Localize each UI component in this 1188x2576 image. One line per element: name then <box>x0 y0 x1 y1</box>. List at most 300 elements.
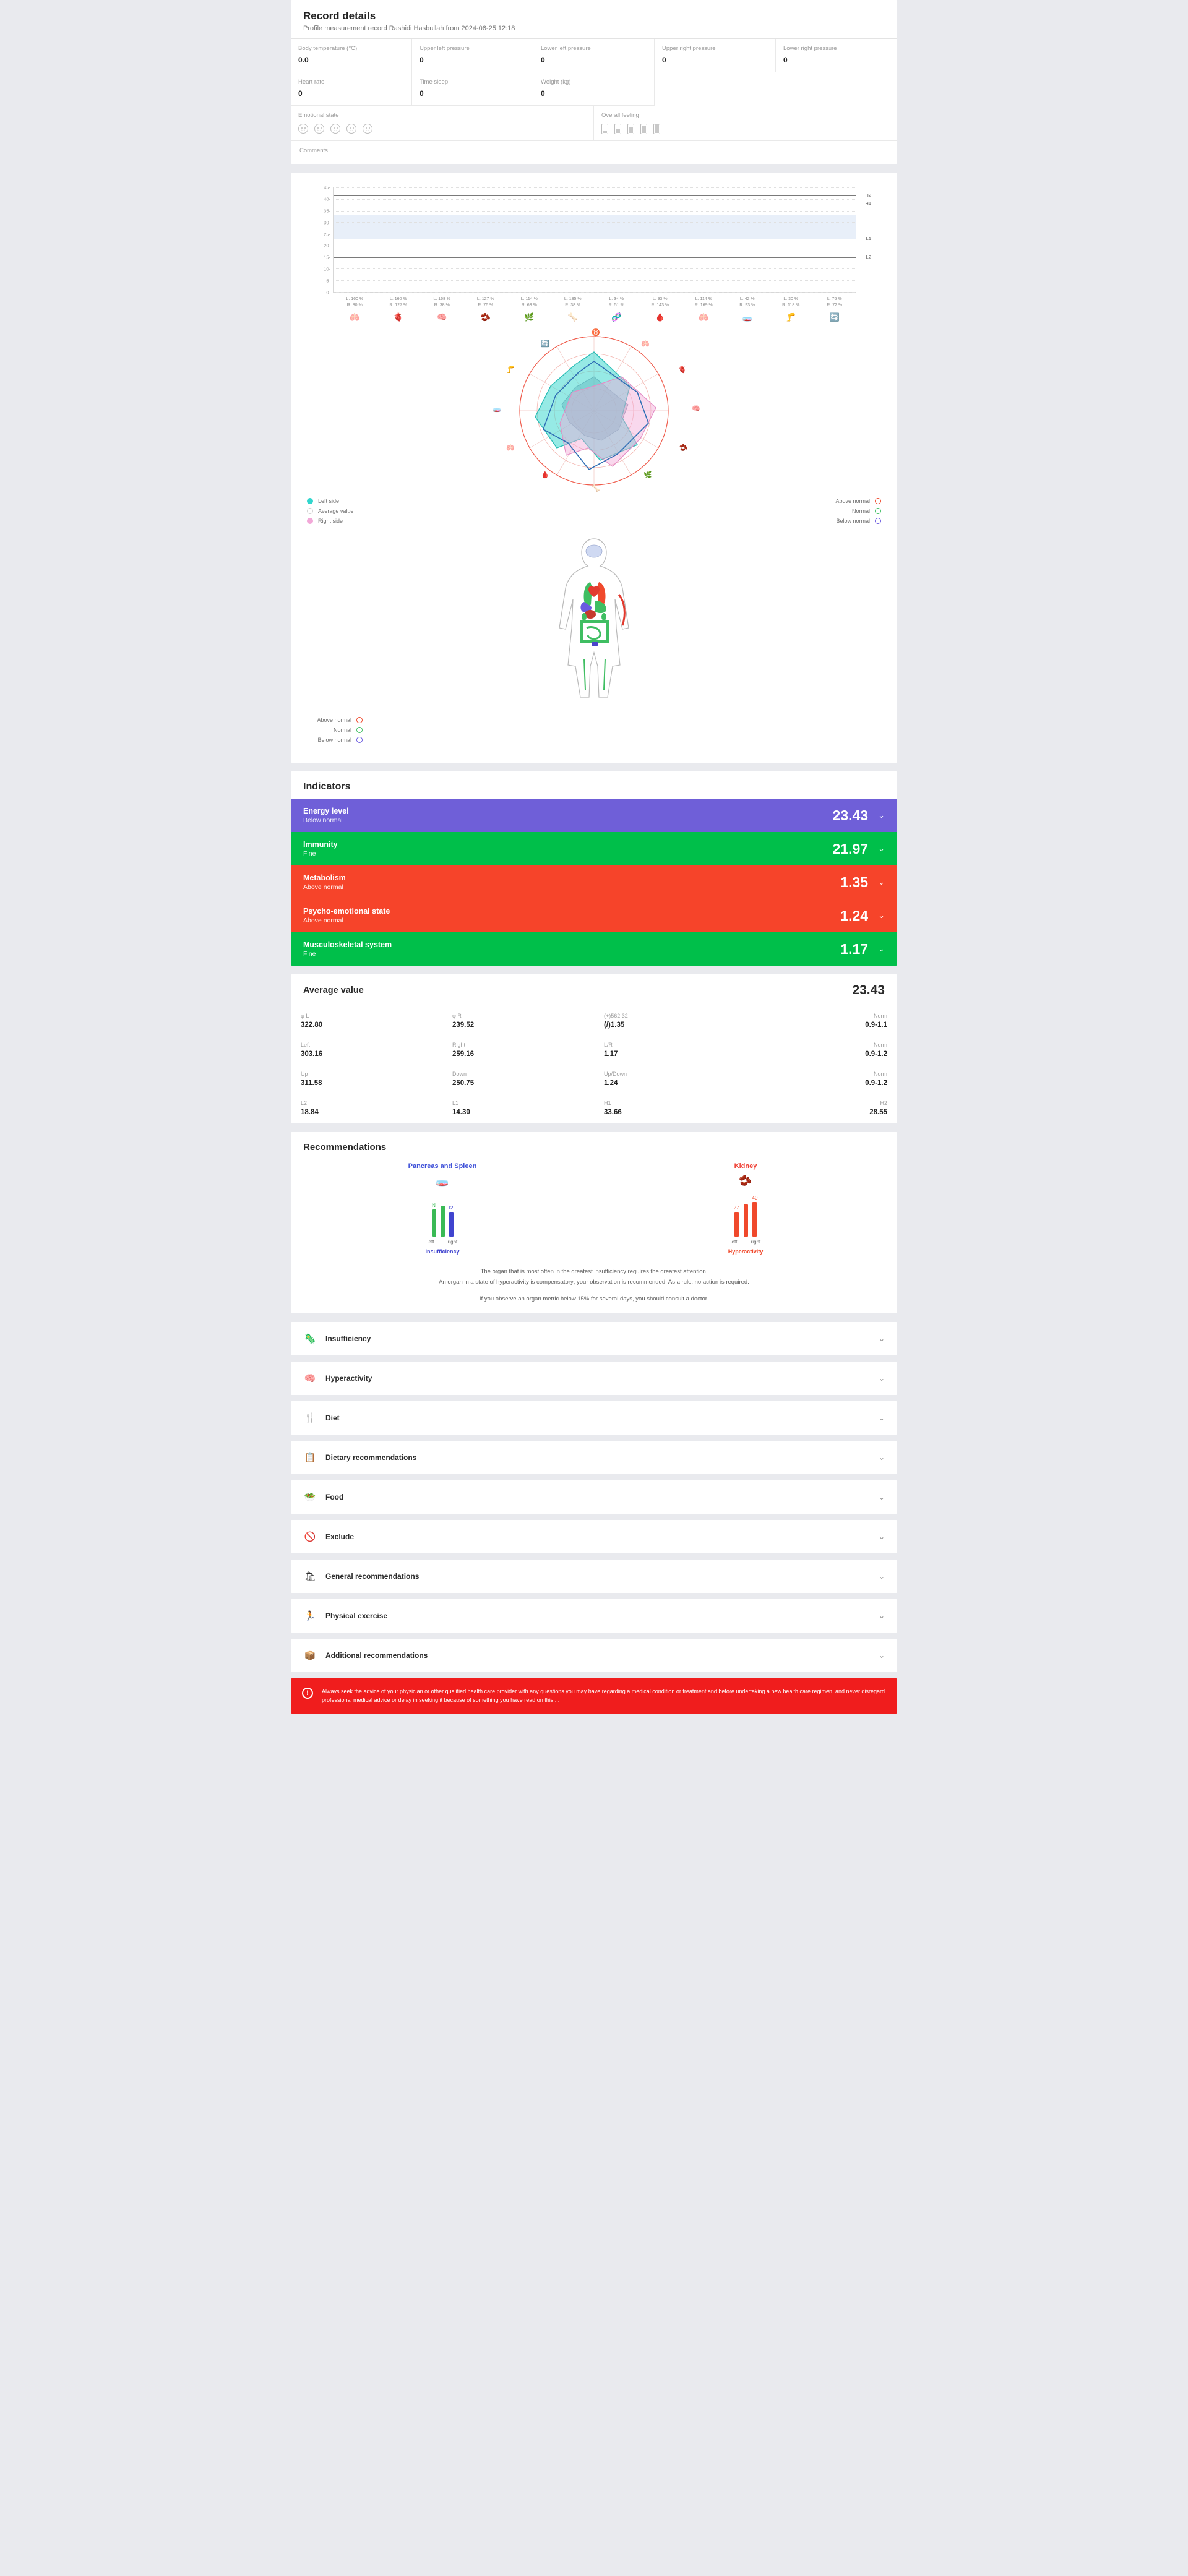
chevron-down-icon[interactable]: ⌄ <box>878 1651 885 1660</box>
accordion-icon: 🍴 <box>304 1412 316 1423</box>
overall-feeling-options[interactable] <box>601 124 890 134</box>
gridline <box>334 292 856 293</box>
pancreas-icon: 🧫 <box>436 1175 449 1187</box>
level-tag-H2: H2 <box>865 192 871 199</box>
radar-legend <box>291 498 897 528</box>
body-map-svg <box>291 531 897 717</box>
average-cell-10 <box>442 1065 594 1094</box>
emotion-option-1[interactable] <box>298 124 308 134</box>
pancreas-spleen-title: Pancreas and Spleen <box>408 1162 477 1170</box>
average-cell-3 <box>594 1007 746 1036</box>
emotion-option-5[interactable] <box>363 124 372 134</box>
average-cell-value: 259.16 <box>452 1050 475 1058</box>
pancreas-bar-label-2: I2 <box>449 1205 454 1211</box>
overall-feeling-group <box>594 106 897 140</box>
indicator-right <box>840 874 885 891</box>
comments-field[interactable] <box>291 141 897 164</box>
average-cell-key: Norm <box>874 1013 887 1020</box>
chevron-down-icon[interactable]: ⌄ <box>878 944 885 954</box>
indicator-right <box>833 841 885 857</box>
accordion-label: Additional recommendations <box>325 1651 428 1660</box>
status-legend-swatch-icon <box>875 498 881 504</box>
record-field-2[interactable] <box>412 39 533 72</box>
body-legend-swatch-icon <box>356 737 363 743</box>
organ-icon-10[interactable]: 🧫 <box>742 312 752 322</box>
accordion-left <box>303 1451 416 1464</box>
indicator-row-metabolism[interactable] <box>291 865 897 899</box>
average-cell-7 <box>594 1036 746 1065</box>
kidney-status-tag: Hyperactivity <box>728 1248 764 1255</box>
svg-text:🦴: 🦴 <box>592 485 600 493</box>
emotion-option-3[interactable] <box>330 124 340 134</box>
status-legend-item-1 <box>835 498 881 504</box>
kidney-axis-right: right <box>751 1239 761 1245</box>
record-field-4[interactable] <box>655 39 776 72</box>
comments-label: Comments <box>299 147 328 154</box>
feeling-option-5[interactable] <box>653 124 660 134</box>
svg-text:🧫: 🧫 <box>493 405 501 413</box>
warning-icon: ! <box>302 1688 313 1699</box>
chevron-down-icon[interactable]: ⌄ <box>878 911 885 921</box>
organ-icon-4[interactable]: 🫘 <box>480 312 491 322</box>
indicator-right <box>840 908 885 924</box>
y-tick-5: 5- <box>326 278 330 284</box>
accordion-physical-exercise[interactable] <box>291 1599 897 1633</box>
feeling-option-4[interactable] <box>640 124 647 134</box>
record-field-value: 0 <box>783 56 788 64</box>
note-line-3: If you observe an organ metric below 15% for several days, you should consult a doctor. <box>479 1295 709 1302</box>
svg-text:🌿: 🌿 <box>644 471 652 479</box>
organ-icon-1[interactable]: 🫁 <box>350 312 360 322</box>
indicator-info <box>303 807 349 824</box>
organ-icon-3[interactable]: 🧠 <box>437 312 447 322</box>
accordion-icon: 🧠 <box>304 1373 316 1384</box>
accordion-hyperactivity[interactable] <box>291 1362 897 1395</box>
average-cell-2 <box>442 1007 594 1036</box>
chevron-down-icon[interactable]: ⌄ <box>878 1611 885 1620</box>
indicator-state: Below normal <box>303 817 343 825</box>
chevron-down-icon[interactable]: ⌄ <box>878 1413 885 1422</box>
average-cell-value: 239.52 <box>452 1021 475 1029</box>
record-field-value: 0.0 <box>298 56 309 64</box>
radar-legend-item-1 <box>307 498 353 504</box>
pancreas-bar-label-1: N <box>432 1203 436 1209</box>
body-legend-label: Below normal <box>317 737 351 744</box>
kidney-minibars <box>594 1193 897 1237</box>
accordion-diet[interactable] <box>291 1401 897 1435</box>
organ-icon-2[interactable]: 🫀 <box>393 312 403 322</box>
organ-icon-8[interactable]: 🩸 <box>655 312 665 322</box>
svg-text:🫁: 🫁 <box>641 340 650 348</box>
body-legend-swatch-icon <box>356 717 363 723</box>
average-cell-key: φ R <box>452 1013 462 1020</box>
average-cell-12 <box>746 1065 897 1094</box>
average-value-card <box>291 974 897 1123</box>
pancreas-axis-labels <box>291 1239 594 1245</box>
bar-x-label-1: L: 160 % R: 80 % <box>346 297 364 308</box>
average-cell-value: 28.55 <box>869 1109 887 1117</box>
average-cell-value: 33.66 <box>604 1109 622 1117</box>
bar-x-label-12: L: 76 % R: 72 % <box>827 297 843 308</box>
indicators-card <box>291 771 897 966</box>
record-state-row <box>291 106 897 141</box>
indicator-state: Fine <box>303 850 316 858</box>
accordion-icon: 🦠 <box>304 1333 316 1344</box>
body-silhouette <box>559 539 629 697</box>
chevron-down-icon[interactable]: ⌄ <box>878 1532 885 1541</box>
record-details-header <box>291 0 897 38</box>
status-legend-swatch-icon <box>875 518 881 524</box>
bladder-organ <box>592 642 598 646</box>
indicator-value: 21.97 <box>832 840 869 857</box>
average-cell-16 <box>746 1094 897 1123</box>
average-cell-key: H1 <box>604 1100 611 1107</box>
average-cell-key: (+)562.32 <box>604 1013 628 1020</box>
indicator-state: Fine <box>303 950 316 958</box>
average-metrics-grid <box>291 1007 897 1123</box>
recommendation-panels <box>291 1156 897 1258</box>
record-field-label: Body temperature (°C) <box>298 45 358 52</box>
svg-text:🫀: 🫀 <box>678 366 687 374</box>
record-field-value: 0 <box>662 56 666 64</box>
record-field-value: 0 <box>420 56 424 64</box>
emotion-option-2[interactable] <box>314 124 324 134</box>
average-cell-key: φ L <box>301 1013 309 1020</box>
level-tag-H1: H1 <box>865 200 871 207</box>
svg-text:🩸: 🩸 <box>541 471 549 479</box>
bar-chart-y-axis <box>316 184 332 296</box>
status-legend-item-3 <box>835 518 881 524</box>
y-tick-15: 15- <box>324 254 330 260</box>
accordion-label: Dietary recommendations <box>325 1453 417 1462</box>
average-cell-5 <box>291 1036 442 1065</box>
average-cell-8 <box>746 1036 897 1065</box>
legend-label: Left side <box>318 498 340 505</box>
record-field-label: Upper left pressure <box>420 45 470 52</box>
body-legend-item-2 <box>307 727 881 733</box>
svg-text:🫘: 🫘 <box>679 444 688 452</box>
body-legend-swatch-icon <box>356 727 363 733</box>
emotion-option-4[interactable] <box>346 124 356 134</box>
average-cell-key: L1 <box>452 1100 459 1107</box>
legend-label: Average value <box>318 508 354 515</box>
pancreas-spleen-minibars <box>291 1193 594 1237</box>
kidney-axis-left: left <box>730 1239 738 1245</box>
average-cell-1 <box>291 1007 442 1036</box>
brain-organ <box>586 545 602 557</box>
average-cell-value: 0.9-1.1 <box>865 1021 887 1029</box>
radar-chart <box>291 328 897 496</box>
average-cell-value: 0.9-1.2 <box>865 1050 887 1058</box>
radar-legend-item-3 <box>307 518 353 524</box>
average-cell-value: 311.58 <box>301 1080 322 1088</box>
bar-chart-x-labels <box>333 296 856 309</box>
indicators-title: Indicators <box>303 781 351 792</box>
legend-swatch-icon <box>307 518 313 524</box>
average-cell-11 <box>594 1065 746 1094</box>
indicator-value: 1.17 <box>840 940 869 957</box>
record-field-label: Time sleep <box>420 79 449 85</box>
bar-chart-plot <box>333 187 871 293</box>
average-cell-value: 250.75 <box>452 1080 475 1088</box>
average-cell-key: Right <box>452 1042 466 1049</box>
average-cell-13 <box>291 1094 442 1123</box>
indicator-name: Energy level <box>303 807 349 816</box>
recommendations-title: Recommendations <box>303 1142 387 1153</box>
organ-bar-chart <box>291 173 897 322</box>
recommendations-card <box>291 1132 897 1313</box>
average-cell-value: 1.24 <box>604 1080 618 1088</box>
accordion-left <box>303 1411 340 1425</box>
average-cell-key: Down <box>452 1071 467 1078</box>
status-legend-label: Above normal <box>835 498 870 505</box>
y-tick-20: 20- <box>324 243 330 249</box>
pancreas-bar-3 <box>449 1212 454 1237</box>
kidney-bar-label-1: 27 <box>733 1205 739 1211</box>
feeling-option-2[interactable] <box>614 124 621 134</box>
accordion-left <box>303 1372 372 1385</box>
body-legend-label: Normal <box>333 727 351 734</box>
pancreas-bar-2 <box>441 1206 445 1237</box>
record-field-label: Lower right pressure <box>783 45 837 52</box>
indicator-info <box>303 840 338 857</box>
chevron-down-icon[interactable]: ⌄ <box>878 1492 885 1501</box>
average-cell-key: Up <box>301 1071 308 1078</box>
note-line-1: The organ that is most often in the greatest insufficiency requires the greatest attention. <box>480 1268 708 1276</box>
kidney-title: Kidney <box>734 1162 757 1170</box>
warning-text: Always seek the advice of your physician or other qualified health care provider with any questions you may have regarding a medical condition or treatment and before undertaking a new health care regimen, and never disregard professional medical advice or delay in seeking it because of something you have read on this ... <box>322 1688 885 1704</box>
pancreas-axis-right: right <box>447 1239 458 1245</box>
accordion-food[interactable] <box>291 1480 897 1514</box>
overall-feeling-label: Overall feeling <box>601 112 639 119</box>
indicator-info <box>303 907 390 924</box>
accordion-icon: 🏃 <box>304 1610 316 1621</box>
body-map-legend <box>291 717 897 757</box>
svg-text:🦵: 🦵 <box>506 366 515 374</box>
accordion-icon: 📋 <box>304 1452 316 1463</box>
bar-x-label-2: L: 160 % R: 127 % <box>389 297 408 308</box>
indicator-info <box>303 940 392 958</box>
record-field-1[interactable] <box>291 39 412 72</box>
accordion-general-recommendations[interactable] <box>291 1560 897 1593</box>
accordion-left <box>303 1569 419 1583</box>
accordion-left <box>303 1332 371 1346</box>
kidney-right-organ <box>601 613 606 620</box>
indicator-name: Metabolism <box>303 874 346 883</box>
accordion-label: Physical exercise <box>325 1611 388 1620</box>
record-field-8[interactable] <box>533 72 655 106</box>
average-title: Average value <box>303 985 364 996</box>
status-legend-swatch-icon <box>875 508 881 514</box>
y-tick-25: 25- <box>324 231 330 238</box>
kidney-bar-2 <box>744 1204 748 1237</box>
status-legend-label: Below normal <box>836 518 870 525</box>
svg-text:♉: ♉ <box>592 329 600 337</box>
svg-text:🔄: 🔄 <box>541 340 549 348</box>
average-cell-key: H2 <box>880 1100 887 1107</box>
bar-x-label-10: L: 42 % R: 93 % <box>739 297 755 308</box>
bar-x-label-4: L: 127 % R: 76 % <box>476 297 494 308</box>
average-cell-6 <box>442 1036 594 1065</box>
indicator-row-immunity[interactable] <box>291 832 897 865</box>
accordion-label: Insufficiency <box>325 1334 371 1343</box>
accordion-label: General recommendations <box>325 1571 420 1581</box>
recommendations-note <box>291 1258 897 1291</box>
bar-x-label-11: L: 30 % R: 118 % <box>782 297 800 308</box>
average-cell-value: 0.9-1.2 <box>865 1080 887 1088</box>
chevron-down-icon[interactable]: ⌄ <box>878 1373 885 1383</box>
accordion-left <box>303 1530 354 1543</box>
bar-x-label-9: L: 114 % R: 169 % <box>694 297 713 308</box>
kidney-bar-3 <box>752 1202 757 1237</box>
average-cell-15 <box>594 1094 746 1123</box>
average-cell-key: Norm <box>874 1071 887 1078</box>
average-cell-key: Norm <box>874 1042 887 1049</box>
indicator-state: Above normal <box>303 917 343 925</box>
feeling-option-1[interactable] <box>601 124 608 134</box>
organ-icon-6[interactable]: 🦴 <box>567 312 578 322</box>
indicator-row-energy-level[interactable] <box>291 799 897 832</box>
record-field-value: 0 <box>541 89 545 98</box>
accordion-label: Hyperactivity <box>325 1373 372 1383</box>
radar-legend-right <box>835 498 881 528</box>
y-tick-10: 10- <box>324 266 330 272</box>
record-field-6[interactable] <box>291 72 412 106</box>
chevron-down-icon[interactable]: ⌄ <box>878 1453 885 1462</box>
y-tick-45: 45- <box>324 184 330 191</box>
status-legend-item-2 <box>835 508 881 514</box>
accordion-label: Exclude <box>325 1532 355 1541</box>
accordion-label: Diet <box>325 1413 340 1422</box>
organ-icon-12[interactable]: 🔄 <box>829 312 840 322</box>
pancreas-spleen-panel <box>291 1156 594 1258</box>
indicator-right <box>840 941 885 958</box>
chevron-down-icon[interactable]: ⌄ <box>878 810 885 820</box>
indicator-right <box>833 807 885 824</box>
chevron-down-icon[interactable]: ⌄ <box>878 844 885 854</box>
kidney-bar-1 <box>734 1212 739 1237</box>
record-field-5[interactable] <box>776 39 897 72</box>
accordion-icon: 🚫 <box>304 1531 316 1542</box>
accordion-icon: 🛍 <box>304 1571 316 1582</box>
indicator-row-musculoskeletal-system[interactable] <box>291 932 897 966</box>
indicator-value: 23.43 <box>832 807 869 823</box>
bar-x-label-5: L: 114 % R: 63 % <box>520 297 538 308</box>
radar-chart-svg <box>291 328 897 496</box>
body-legend-item-1 <box>307 717 881 723</box>
legend-swatch-icon <box>307 508 313 514</box>
status-legend-label: Normal <box>851 508 870 515</box>
level-tag-L2: L2 <box>866 254 871 260</box>
average-cell-4 <box>746 1007 897 1036</box>
accordion-additional-recommendations[interactable] <box>291 1639 897 1672</box>
organ-icon-9[interactable]: 🫁 <box>699 312 709 322</box>
average-cell-key: L2 <box>301 1100 308 1107</box>
y-tick-0: 0- <box>326 290 330 296</box>
indicators-list <box>291 799 897 966</box>
record-field-value: 0 <box>298 89 303 98</box>
feeling-option-3[interactable] <box>627 124 634 134</box>
accordion-insufficiency[interactable] <box>291 1322 897 1355</box>
pancreas-axis-left: left <box>427 1239 434 1245</box>
record-details-card <box>291 0 897 164</box>
accordion-dietary-recommendations[interactable] <box>291 1441 897 1474</box>
average-cell-9 <box>291 1065 442 1094</box>
chevron-down-icon[interactable]: ⌄ <box>878 1334 885 1343</box>
average-cell-value: 1.17 <box>604 1050 618 1058</box>
body-legend-item-3 <box>307 737 881 743</box>
chevron-down-icon[interactable]: ⌄ <box>878 1571 885 1581</box>
record-subtitle: Profile measurement record Rashidi Hasbullah from 2024-06-25 12:18 <box>303 25 515 32</box>
radar-legend-left <box>307 498 353 528</box>
kidney-axis-labels <box>594 1239 897 1245</box>
average-cell-key: L/R <box>604 1042 613 1049</box>
kidney-icon: 🫘 <box>739 1175 752 1187</box>
average-cell-value: 18.84 <box>301 1109 319 1117</box>
record-field-value: 0 <box>420 89 424 98</box>
pancreas-status-tag: Insufficiency <box>425 1248 460 1255</box>
organ-icon-11[interactable]: 🦵 <box>786 312 796 322</box>
y-tick-35: 35- <box>324 208 330 214</box>
y-tick-30: 30- <box>324 220 330 226</box>
record-fields-grid <box>291 38 897 106</box>
average-cell-value: 14.30 <box>452 1109 470 1117</box>
level-tag-L1: L1 <box>866 235 871 241</box>
radar-legend-item-2 <box>307 508 353 514</box>
chevron-down-icon[interactable]: ⌄ <box>878 877 885 887</box>
accordion-icon: 🥗 <box>304 1492 316 1503</box>
record-field-3[interactable] <box>533 39 655 72</box>
accordion-left <box>303 1649 428 1662</box>
bar-x-label-3: L: 168 % R: 38 % <box>433 297 451 308</box>
average-cell-key: Up/Down <box>604 1071 627 1078</box>
organ-icon-5[interactable]: 🌿 <box>524 312 535 322</box>
average-cell-value: 322.80 <box>301 1021 323 1029</box>
emotional-state-group <box>291 106 594 140</box>
organ-icon-7[interactable]: 🧬 <box>611 312 622 322</box>
level-line-L2 <box>334 254 871 260</box>
bar-x-label-7: L: 34 % R: 51 % <box>608 297 624 308</box>
page-title: Record details <box>303 10 376 22</box>
average-cell-value: 303.16 <box>301 1050 323 1058</box>
kidney-left-organ <box>582 613 587 620</box>
y-tick-40: 40- <box>324 196 330 202</box>
legend-swatch-icon <box>307 498 313 504</box>
accordion-label: Food <box>325 1492 344 1501</box>
indicator-state: Above normal <box>303 883 343 891</box>
svg-text:🧠: 🧠 <box>692 405 700 413</box>
record-field-label: Upper right pressure <box>662 45 716 52</box>
charts-card <box>291 173 897 763</box>
level-line-H2 <box>334 192 871 199</box>
record-field-7[interactable] <box>412 72 533 106</box>
accordion-left <box>303 1490 343 1504</box>
record-field-label: Weight (kg) <box>541 79 571 85</box>
accordion-exclude[interactable] <box>291 1520 897 1553</box>
emotional-state-options[interactable] <box>298 124 586 134</box>
average-cell-value: (/)1.35 <box>604 1021 625 1029</box>
body-map <box>291 531 897 717</box>
accordion-icon: 📦 <box>304 1650 316 1661</box>
kidney-bar-label-2: 40 <box>752 1195 758 1201</box>
average-header <box>291 974 897 1007</box>
record-field-value: 0 <box>541 56 545 64</box>
bar-chart-organ-icons <box>333 312 856 322</box>
indicator-name: Immunity <box>303 840 338 849</box>
indicator-row-psycho-emotional-state[interactable] <box>291 899 897 932</box>
indicator-name: Psycho-emotional state <box>303 907 390 916</box>
medical-disclaimer <box>291 1678 897 1714</box>
